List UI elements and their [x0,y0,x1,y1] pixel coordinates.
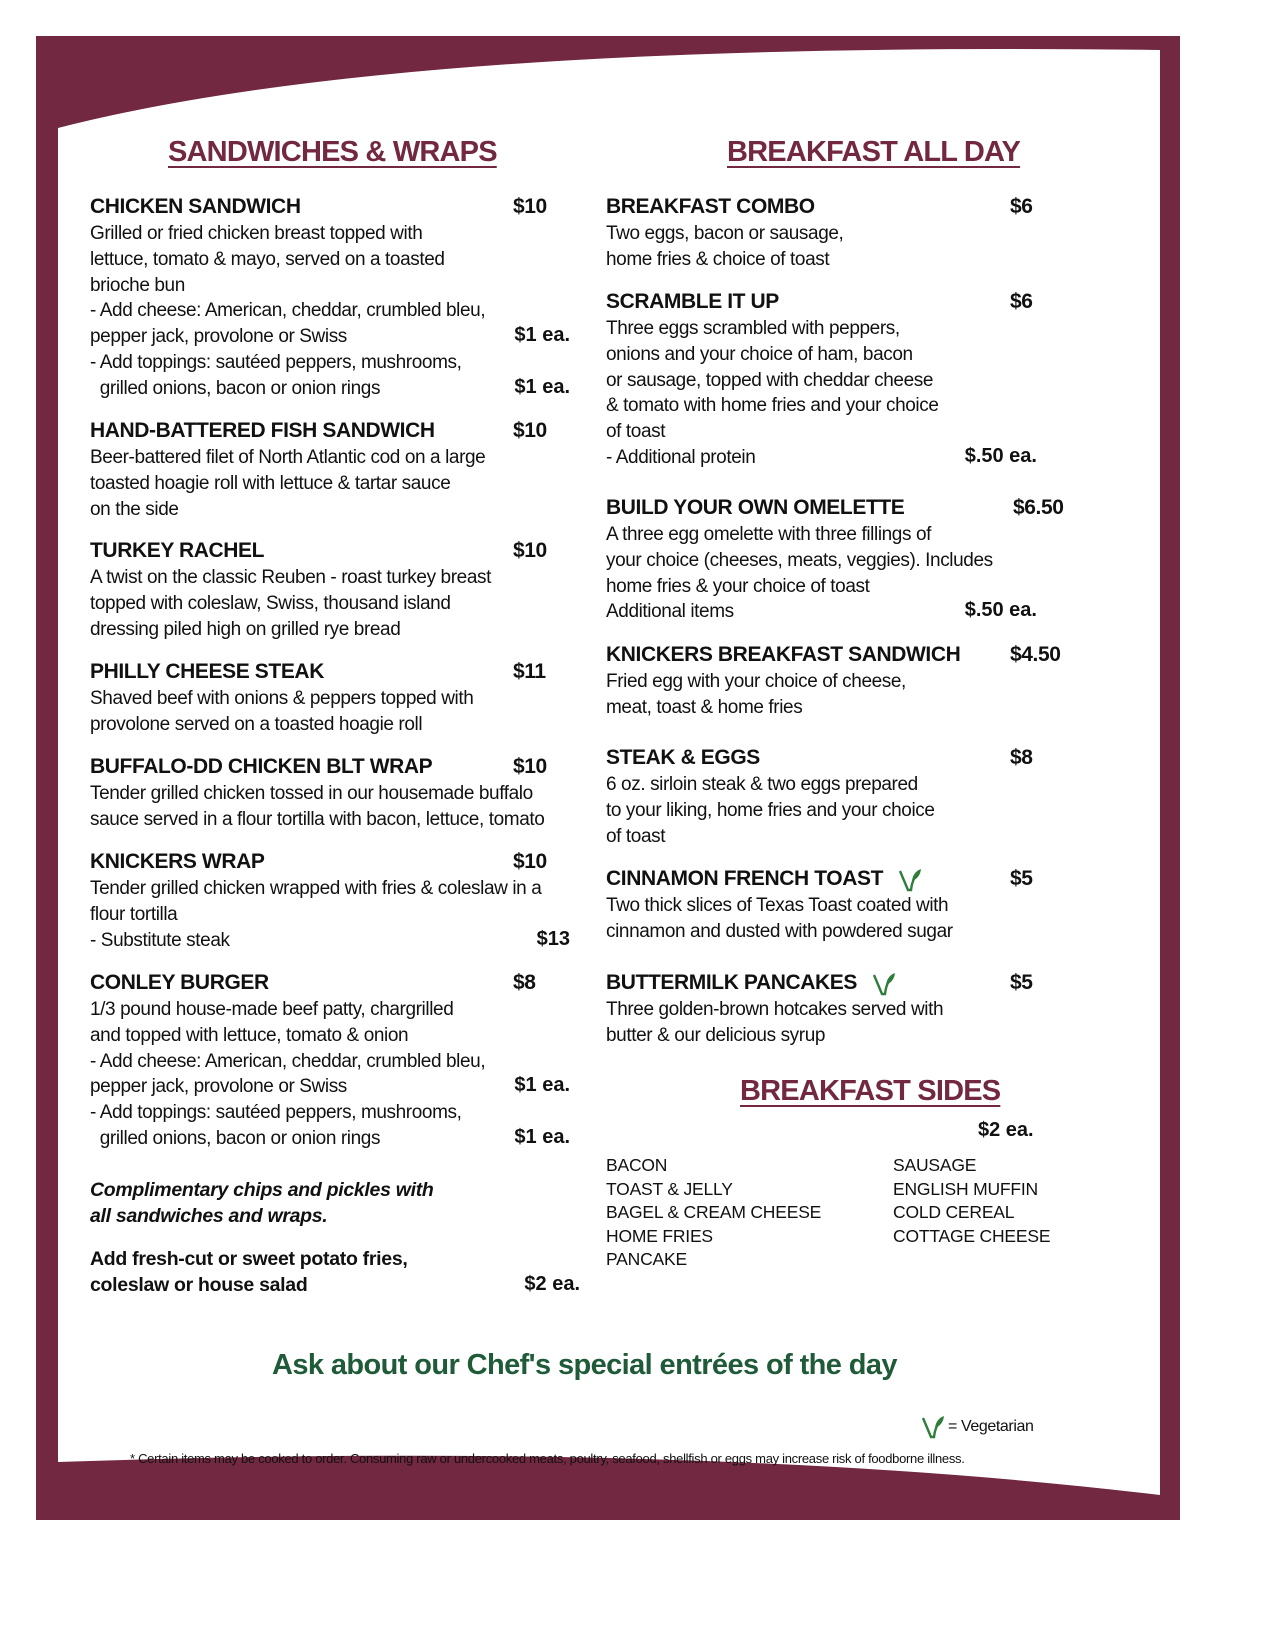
item-name: CONLEY BURGER [90,971,269,994]
item-description-line: and topped with lettuce, tomato & onion [90,1024,409,1046]
item-description-line: sauce served in a flour tortilla with bacon, lettuce, tomato [90,808,545,830]
item-description-line: - Add cheese: American, cheddar, crumbled bleu, [90,300,486,322]
item-name-text: BUTTERMILK PANCAKES [606,971,858,994]
complimentary-note: all sandwiches and wraps. [90,1204,328,1227]
item-description-line: Grilled or fried chicken breast topped with [90,223,423,244]
item-description-line: A twist on the classic Reuben - roast turkey breast [90,567,491,588]
item-name-text: CINNAMON FRENCH TOAST [606,867,884,890]
vegetarian-legend [920,1414,1034,1440]
item-description-line: Tender grilled chicken wrapped with fries & coleslaw in a [90,878,542,899]
item-description-line: pepper jack, provolone or Swiss [90,1076,347,1098]
item-description-line: - Add toppings: sautéed peppers, mushrooms, [90,352,462,373]
side-item: BACON [606,1155,668,1175]
fries-addon: Add fresh-cut or sweet potato fries, [90,1248,408,1270]
item-description-line: Tender grilled chicken tossed in our housemade buffalo [90,783,533,804]
item-description-line: - Add cheese: American, cheddar, crumbled bleu, [90,1050,486,1072]
fries-price: $2 ea. [524,1273,580,1295]
item-description-line: your choice (cheeses, meats, veggies). Includes [606,549,993,571]
item-description-line: grilled onions, bacon or onion rings [90,1128,381,1149]
item-description-line: brioche bun [90,274,185,296]
item-price: $6 [1010,290,1033,313]
item-description-line: toasted hoagie roll with lettuce & tartar sauce [90,472,451,494]
item-name [606,867,923,893]
addon-price: $1 ea. [514,375,570,398]
item-description-line: cinnamon and dusted with powdered sugar [606,920,953,942]
addon-price: $1 ea. [514,1074,570,1097]
item-price: $5 [1010,971,1033,994]
item-price: $10 [513,195,547,218]
item-price: $11 [513,660,546,683]
item-description-line: 1/3 pound house-made beef patty, chargrilled [90,999,454,1020]
sides-price: $2 ea. [978,1119,1034,1141]
item-description-line: on the side [90,498,179,520]
item-description-line: or sausage, topped with cheddar cheese [606,369,934,391]
item-description-line: onions and your choice of ham, bacon [606,343,913,365]
vegetarian-leaf-icon [920,1414,946,1440]
item-price: $10 [513,850,547,873]
item-description-line: Two eggs, bacon or sausage, [606,223,844,244]
item-price: $8 [1010,746,1033,769]
addon-price: $1 ea. [514,324,570,347]
item-description-line: grilled onions, bacon or onion rings [90,377,381,399]
addon-price: $13 [536,927,570,950]
item-description-line: provolone served on a toasted hoagie roll [90,713,423,735]
item-description-line: Three golden-brown hotcakes served with [606,999,944,1020]
item-description-line: butter & our delicious syrup [606,1024,826,1046]
side-item: ENGLISH MUFFIN [893,1178,1038,1199]
item-description-line: Three eggs scrambled with peppers, [606,318,900,339]
item-description-line: to your liking, home fries and your choice [606,799,935,821]
item-description-line: - Additional protein [606,447,756,468]
item-name: SCRAMBLE IT UP [606,290,779,313]
section-heading-sandwiches: SANDWICHES & WRAPS [168,136,497,168]
item-name: HAND-BATTERED FISH SANDWICH [90,419,435,442]
addon-price: $.50 ea. [964,445,1037,467]
item-description-line: - Add toppings: sautéed peppers, mushrooms, [90,1102,462,1124]
item-price: $6 [1010,195,1033,218]
item-description-line: of toast [606,825,666,847]
vegetarian-leaf-icon [871,971,897,997]
section-heading-breakfast: BREAKFAST ALL DAY [727,136,1021,168]
item-name: KNICKERS BREAKFAST SANDWICH [606,643,961,666]
section-heading-breakfast-sides: BREAKFAST SIDES [740,1075,1001,1107]
side-item: HOME FRIES [606,1225,713,1246]
item-description-line: Fried egg with your choice of cheese, [606,671,906,692]
item-name: KNICKERS WRAP [90,850,265,873]
side-item: BAGEL & CREAM CHEESE [606,1202,822,1223]
item-description-line: pepper jack, provolone or Swiss [90,326,347,348]
item-price: $4.50 [1010,643,1061,666]
item-price: $10 [513,419,547,442]
vegetarian-leaf-icon [897,867,923,893]
item-description-line: & tomato with home fries and your choice [606,395,939,417]
complimentary-note: Complimentary chips and pickles with [90,1179,434,1201]
item-price: $10 [513,539,547,562]
item-name: BREAKFAST COMBO [606,195,815,218]
item-description-line: Additional items [606,601,734,623]
side-item: PANCAKE [606,1249,687,1270]
item-name: PHILLY CHEESE STEAK [90,660,324,683]
item-description-line: meat, toast & home fries [606,696,803,718]
item-description-line: flour tortilla [90,903,178,925]
item-description-line: dressing piled high on grilled rye bread [90,618,401,640]
side-item: SAUSAGE [893,1155,977,1175]
vegetarian-legend-text: = Vegetarian [948,1418,1034,1436]
item-description-line: Two thick slices of Texas Toast coated with [606,895,949,916]
item-price: $5 [1010,867,1033,890]
item-description-line: home fries & choice of toast [606,248,830,270]
item-price: $10 [513,755,547,778]
fries-addon: coleslaw or house salad [90,1273,308,1296]
item-description-line: Beer-battered filet of North Atlantic cod on a large [90,447,486,468]
item-description-line: lettuce, tomato & mayo, served on a toasted [90,248,445,270]
item-name: CHICKEN SANDWICH [90,195,301,218]
disclaimer: * Certain items may be cooked to order. Consuming raw or undercooked meats, poultry, seafood, shellfish or eggs may increase risk of foodborne illness. [130,1451,965,1466]
item-description-line: of toast [606,421,666,443]
addon-price: $1 ea. [514,1126,570,1148]
side-item: COLD CEREAL [893,1202,1015,1223]
addon-price: $.50 ea. [964,599,1037,622]
item-price: $8 [513,971,536,994]
item-description-line: home fries & your choice of toast [606,575,870,597]
side-item: COTTAGE CHEESE [893,1225,1051,1246]
item-name: BUILD YOUR OWN OMELETTE [606,496,905,519]
item-name: BUFFALO-DD CHICKEN BLT WRAP [90,755,433,778]
item-description-line: A three egg omelette with three fillings of [606,524,931,545]
item-description-line: Shaved beef with onions & peppers topped with [90,688,474,709]
side-item: TOAST & JELLY [606,1178,733,1199]
item-description-line: 6 oz. sirloin steak & two eggs prepared [606,774,918,795]
item-name [606,971,897,997]
item-name: STEAK & EGGS [606,746,760,769]
item-description-line: topped with coleslaw, Swiss, thousand island [90,592,451,614]
chef-special-banner: Ask about our Chef's special entrées of the day [272,1349,897,1381]
item-name: TURKEY RACHEL [90,539,265,562]
item-description-line: - Substitute steak [90,929,230,951]
item-price: $6.50 [1013,496,1064,519]
